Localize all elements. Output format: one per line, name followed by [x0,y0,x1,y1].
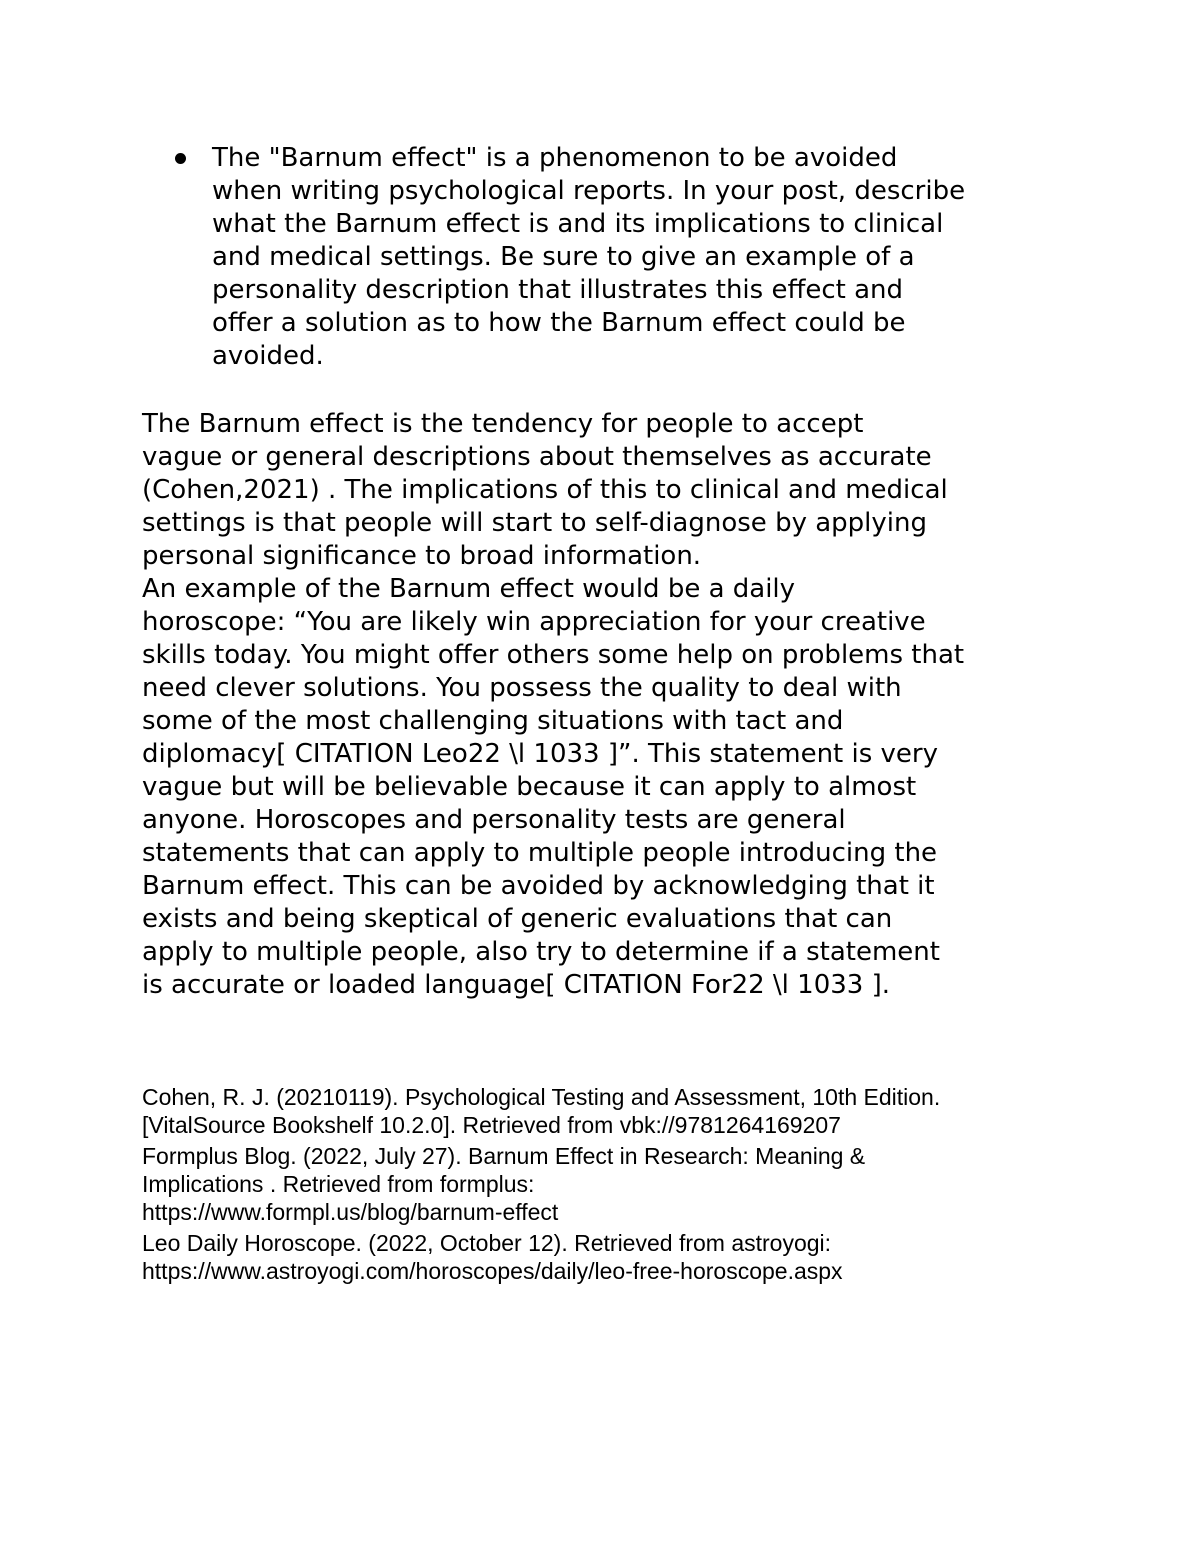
references-list [142,1083,1072,1288]
reference-astroyogi: Leo Daily Horoscope. (2022, October 12). Retrieved from astroyogi: https://www.astroyogi.com/horoscopes/daily/leo-free-horoscope.aspx [142,1230,843,1284]
paragraph-example: An example of the Barnum effect would be a daily horoscope: “You are likely win appreciation for your creative skills today. You might offer others some help on problems that need clever solutions. You possess the quality to deal with some of the most challenging situations with tact and diplomacy[ CITATION Leo22 \l 1033 ]”. This statement is very vague but will be believable because it can apply to almost anyone. Horoscopes and personality tests are general statements that can apply to multiple people introducing the Barnum effect. This can be avoided by acknowledging that it exists and being skeptical of generic evaluations that can apply to multiple people, also try to determine if a statement is accurate or loaded language[ CITATION For22 \l 1033 ]. [142,574,965,1000]
paragraph-definition: The Barnum effect is the tendency for people to accept vague or general descriptions about themselves as accurate (Cohen,2021) . The implications of this to clinical and medical settings is that people will start to self-diagnose by applying personal significance to broad information. [142,409,948,571]
response-body [142,408,1072,1002]
prompt-text: The "Barnum effect" is a phenomenon to be avoided when writing psychological reports. In your post, describe what the Barnum effect is and its implications to clinical and medical settings. Be sure to give an example of a personality description that illustrates this effect and offer a solution as to how the Barnum effect could be avoided. [212,143,966,371]
reference-cohen: Cohen, R. J. (20210119). Psychological Testing and Assessment, 10th Edition. [VitalSource Bookshelf 10.2.0]. Retrieved from vbk://9781264169207 [142,1084,941,1138]
assignment-prompt [142,142,1082,373]
bullet-icon [142,142,212,175]
reference-formplus: Formplus Blog. (2022, July 27). Barnum Effect in Research: Meaning & Implications . Retrieved from formplus: https://www.formpl.us/blog/barnum-effect [142,1143,866,1225]
bullet-item [142,142,1082,373]
